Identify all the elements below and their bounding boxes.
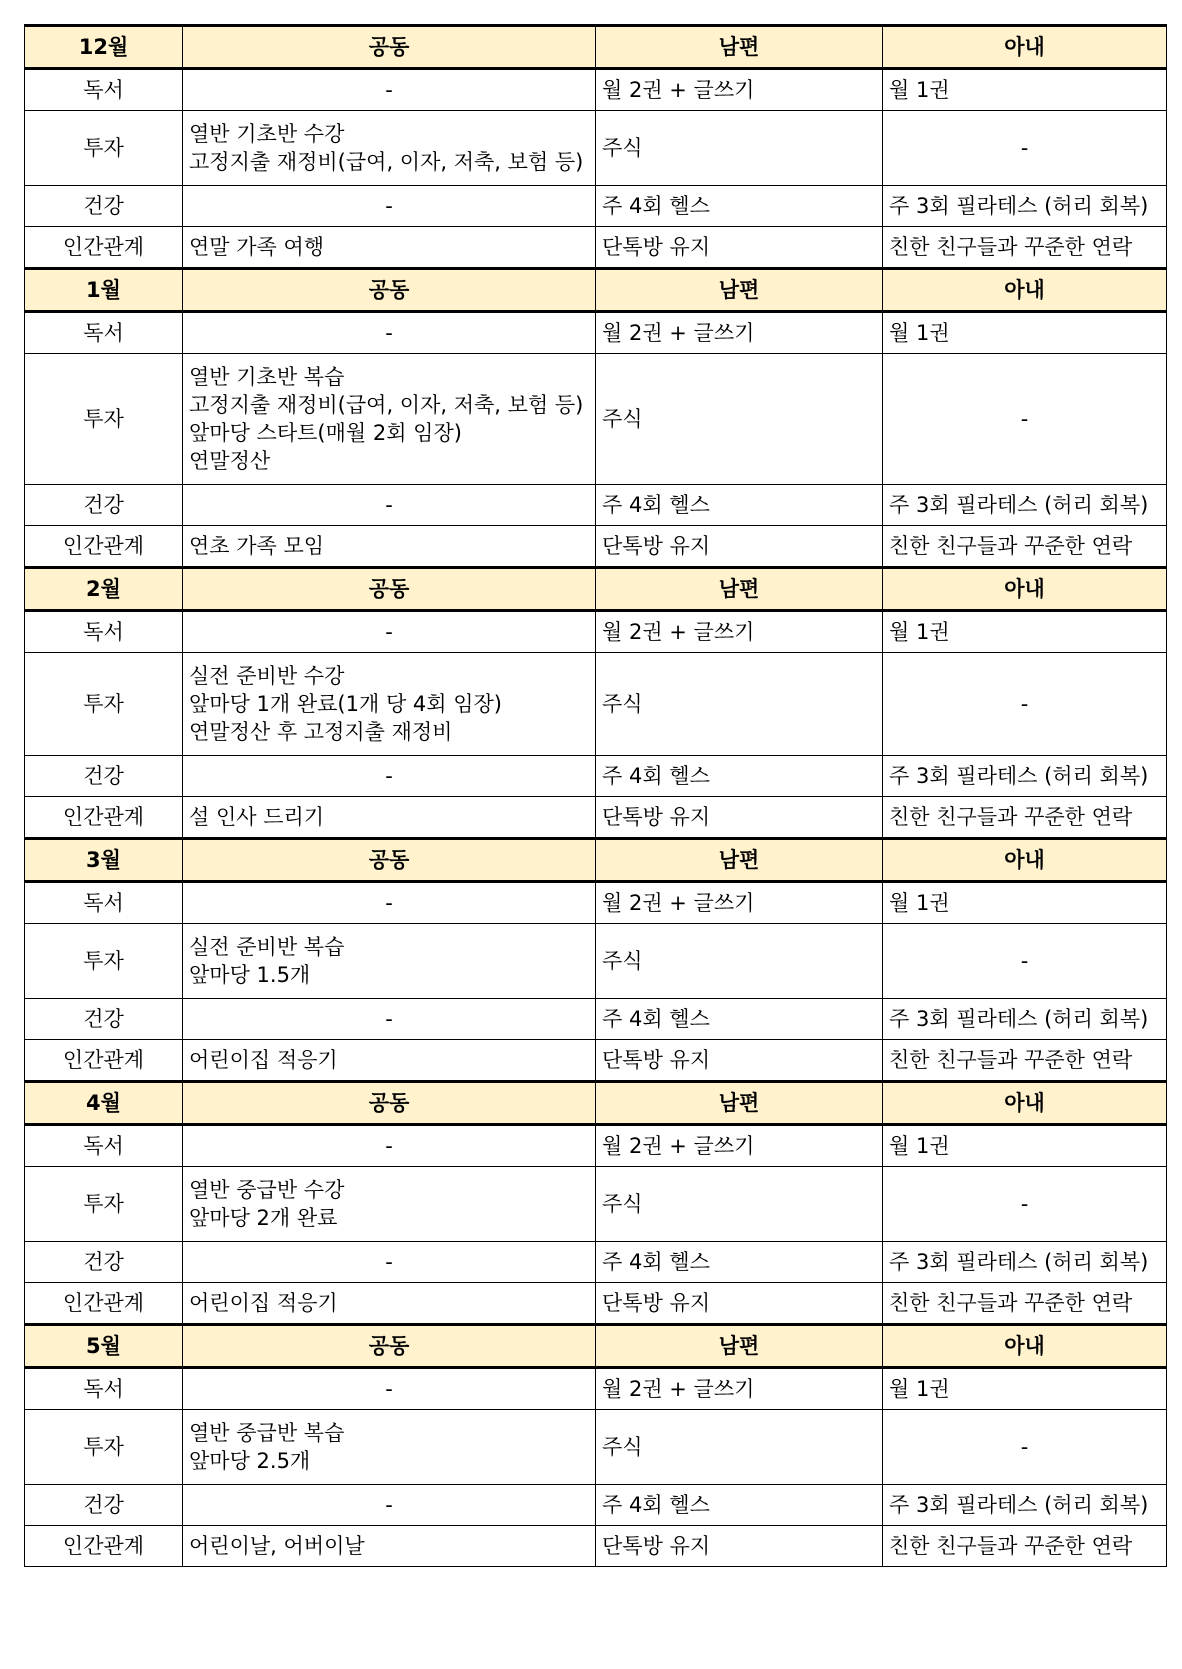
common-cell — [183, 797, 596, 839]
header-wife: 아내 — [883, 839, 1167, 882]
common-cell — [183, 1242, 596, 1283]
common-line: - — [385, 891, 393, 915]
category-cell: 투자 — [25, 354, 183, 485]
table-row — [25, 526, 1167, 568]
category-cell: 독서 — [25, 1125, 183, 1167]
month-label: 2월 — [25, 568, 183, 611]
table-row — [25, 227, 1167, 269]
common-line: 어린이집 적응기 — [189, 1291, 338, 1315]
wife-cell: - — [883, 111, 1167, 186]
husband-cell: 주식 — [596, 924, 883, 999]
common-cell — [183, 227, 596, 269]
table-row — [25, 756, 1167, 797]
husband-cell: 주 4회 헬스 — [596, 485, 883, 526]
common-line: - — [385, 1493, 393, 1517]
table-row — [25, 69, 1167, 111]
table-row — [25, 111, 1167, 186]
common-cell — [183, 1040, 596, 1082]
header-wife: 아내 — [883, 1082, 1167, 1125]
month-header-row — [25, 1082, 1167, 1125]
wife-cell: 주 3회 필라테스 (허리 회복) — [883, 999, 1167, 1040]
husband-cell: 단톡방 유지 — [596, 797, 883, 839]
table-row — [25, 1242, 1167, 1283]
wife-cell: 월 1권 — [883, 312, 1167, 354]
wife-cell: - — [883, 1167, 1167, 1242]
category-cell: 투자 — [25, 1410, 183, 1485]
wife-cell: 월 1권 — [883, 611, 1167, 653]
table-row — [25, 1526, 1167, 1567]
month-header-row — [25, 1325, 1167, 1368]
wife-cell: 월 1권 — [883, 1368, 1167, 1410]
common-cell — [183, 186, 596, 227]
month-label: 4월 — [25, 1082, 183, 1125]
common-cell — [183, 1125, 596, 1167]
category-cell: 인간관계 — [25, 526, 183, 568]
category-cell: 독서 — [25, 882, 183, 924]
common-cell — [183, 1368, 596, 1410]
common-line: - — [385, 493, 393, 517]
common-cell — [183, 485, 596, 526]
header-wife: 아내 — [883, 568, 1167, 611]
common-cell — [183, 111, 596, 186]
table-row — [25, 1368, 1167, 1410]
common-line: 앞마당 2.5개 — [189, 1449, 311, 1473]
header-husband: 남편 — [596, 1325, 883, 1368]
common-line: - — [385, 1250, 393, 1274]
common-line: 어린이집 적응기 — [189, 1048, 338, 1072]
wife-cell: 친한 친구들과 꾸준한 연락 — [883, 797, 1167, 839]
category-cell: 인간관계 — [25, 1526, 183, 1567]
category-cell: 투자 — [25, 111, 183, 186]
common-cell — [183, 1485, 596, 1526]
header-common: 공동 — [183, 839, 596, 882]
month-label: 12월 — [25, 26, 183, 69]
wife-cell: 주 3회 필라테스 (허리 회복) — [883, 1485, 1167, 1526]
table-row — [25, 611, 1167, 653]
husband-cell: 단톡방 유지 — [596, 526, 883, 568]
wife-cell: 주 3회 필라테스 (허리 회복) — [883, 485, 1167, 526]
husband-cell: 월 2권 + 글쓰기 — [596, 69, 883, 111]
husband-cell: 주 4회 헬스 — [596, 1485, 883, 1526]
common-line: 앞마당 2개 완료 — [189, 1206, 338, 1230]
table-row — [25, 354, 1167, 485]
table-row — [25, 653, 1167, 756]
common-line: - — [385, 1134, 393, 1158]
table-row — [25, 1485, 1167, 1526]
husband-cell: 월 2권 + 글쓰기 — [596, 611, 883, 653]
common-line: 앞마당 1개 완료(1개 당 4회 임장) — [189, 692, 502, 716]
table-row — [25, 924, 1167, 999]
table-row — [25, 485, 1167, 526]
common-cell — [183, 526, 596, 568]
wife-cell: - — [883, 924, 1167, 999]
month-label: 1월 — [25, 269, 183, 312]
header-common: 공동 — [183, 568, 596, 611]
common-cell — [183, 924, 596, 999]
category-cell: 투자 — [25, 924, 183, 999]
common-cell — [183, 354, 596, 485]
common-line: 연말정산 후 고정지출 재정비 — [189, 720, 453, 744]
common-line: 앞마당 스타트(매월 2회 임장) — [189, 421, 462, 445]
common-line: 열반 중급반 수강 — [189, 1178, 345, 1202]
husband-cell: 월 2권 + 글쓰기 — [596, 1125, 883, 1167]
month-header-row — [25, 568, 1167, 611]
table-row — [25, 186, 1167, 227]
common-line: 고정지출 재정비(급여, 이자, 저축, 보험 등) — [189, 393, 584, 417]
husband-cell: 주식 — [596, 1167, 883, 1242]
husband-cell: 주식 — [596, 111, 883, 186]
common-cell — [183, 756, 596, 797]
header-common: 공동 — [183, 1082, 596, 1125]
plan-table-body — [25, 26, 1167, 1567]
table-row — [25, 1040, 1167, 1082]
table-row — [25, 1125, 1167, 1167]
category-cell: 인간관계 — [25, 227, 183, 269]
category-cell: 독서 — [25, 312, 183, 354]
wife-cell: 주 3회 필라테스 (허리 회복) — [883, 1242, 1167, 1283]
husband-cell: 주 4회 헬스 — [596, 756, 883, 797]
common-cell — [183, 1167, 596, 1242]
wife-cell: - — [883, 653, 1167, 756]
common-line: 앞마당 1.5개 — [189, 963, 311, 987]
category-cell: 독서 — [25, 1368, 183, 1410]
month-header-row — [25, 839, 1167, 882]
month-header-row — [25, 269, 1167, 312]
common-line: - — [385, 620, 393, 644]
category-cell: 건강 — [25, 1242, 183, 1283]
husband-cell: 월 2권 + 글쓰기 — [596, 882, 883, 924]
header-common: 공동 — [183, 269, 596, 312]
husband-cell: 월 2권 + 글쓰기 — [596, 312, 883, 354]
wife-cell: 친한 친구들과 꾸준한 연락 — [883, 227, 1167, 269]
month-label: 5월 — [25, 1325, 183, 1368]
common-cell — [183, 1526, 596, 1567]
common-line: 실전 준비반 복습 — [189, 935, 345, 959]
table-row — [25, 312, 1167, 354]
header-husband: 남편 — [596, 839, 883, 882]
common-line: - — [385, 764, 393, 788]
husband-cell: 주 4회 헬스 — [596, 1242, 883, 1283]
common-line: 열반 기초반 복습 — [189, 365, 345, 389]
common-cell — [183, 653, 596, 756]
category-cell: 인간관계 — [25, 1040, 183, 1082]
common-line: 설 인사 드리기 — [189, 805, 325, 829]
category-cell: 투자 — [25, 653, 183, 756]
wife-cell: 친한 친구들과 꾸준한 연락 — [883, 1040, 1167, 1082]
common-cell — [183, 69, 596, 111]
common-cell — [183, 312, 596, 354]
husband-cell: 주 4회 헬스 — [596, 999, 883, 1040]
header-common: 공동 — [183, 26, 596, 69]
common-cell — [183, 611, 596, 653]
common-line: - — [385, 1007, 393, 1031]
category-cell: 독서 — [25, 611, 183, 653]
common-line: 어린이날, 어버이날 — [189, 1534, 365, 1558]
common-line: - — [385, 321, 393, 345]
table-row — [25, 882, 1167, 924]
header-common: 공동 — [183, 1325, 596, 1368]
table-row — [25, 1283, 1167, 1325]
common-line: - — [385, 1377, 393, 1401]
header-wife: 아내 — [883, 1325, 1167, 1368]
wife-cell: 친한 친구들과 꾸준한 연락 — [883, 1526, 1167, 1567]
husband-cell: 주 4회 헬스 — [596, 186, 883, 227]
header-wife: 아내 — [883, 269, 1167, 312]
husband-cell: 주식 — [596, 354, 883, 485]
husband-cell: 주식 — [596, 1410, 883, 1485]
category-cell: 건강 — [25, 186, 183, 227]
header-husband: 남편 — [596, 269, 883, 312]
husband-cell: 월 2권 + 글쓰기 — [596, 1368, 883, 1410]
common-line: 실전 준비반 수강 — [189, 664, 345, 688]
header-wife: 아내 — [883, 26, 1167, 69]
table-row — [25, 1410, 1167, 1485]
wife-cell: 친한 친구들과 꾸준한 연락 — [883, 1283, 1167, 1325]
wife-cell: 주 3회 필라테스 (허리 회복) — [883, 186, 1167, 227]
husband-cell: 단톡방 유지 — [596, 1040, 883, 1082]
header-husband: 남편 — [596, 1082, 883, 1125]
month-header-row — [25, 26, 1167, 69]
table-row — [25, 797, 1167, 839]
husband-cell: 주식 — [596, 653, 883, 756]
table-row — [25, 1167, 1167, 1242]
monthly-plan-table — [24, 24, 1167, 1567]
category-cell: 건강 — [25, 485, 183, 526]
category-cell: 투자 — [25, 1167, 183, 1242]
table-row — [25, 999, 1167, 1040]
category-cell: 독서 — [25, 69, 183, 111]
wife-cell: 월 1권 — [883, 1125, 1167, 1167]
wife-cell: - — [883, 1410, 1167, 1485]
common-line: - — [385, 78, 393, 102]
header-husband: 남편 — [596, 26, 883, 69]
category-cell: 건강 — [25, 999, 183, 1040]
wife-cell: 월 1권 — [883, 882, 1167, 924]
common-line: 연말정산 — [189, 449, 271, 473]
common-cell — [183, 882, 596, 924]
category-cell: 건강 — [25, 1485, 183, 1526]
wife-cell: 친한 친구들과 꾸준한 연락 — [883, 526, 1167, 568]
common-cell — [183, 1410, 596, 1485]
wife-cell: 주 3회 필라테스 (허리 회복) — [883, 756, 1167, 797]
common-cell — [183, 1283, 596, 1325]
wife-cell: 월 1권 — [883, 69, 1167, 111]
common-line: 연말 가족 여행 — [189, 235, 325, 259]
month-label: 3월 — [25, 839, 183, 882]
common-line: 연초 가족 모임 — [189, 534, 325, 558]
wife-cell: - — [883, 354, 1167, 485]
common-line: - — [385, 194, 393, 218]
common-line: 열반 기초반 수강 — [189, 122, 345, 146]
header-husband: 남편 — [596, 568, 883, 611]
husband-cell: 단톡방 유지 — [596, 1283, 883, 1325]
husband-cell: 단톡방 유지 — [596, 227, 883, 269]
category-cell: 건강 — [25, 756, 183, 797]
category-cell: 인간관계 — [25, 797, 183, 839]
common-line: 고정지출 재정비(급여, 이자, 저축, 보험 등) — [189, 150, 584, 174]
common-cell — [183, 999, 596, 1040]
category-cell: 인간관계 — [25, 1283, 183, 1325]
common-line: 열반 중급반 복습 — [189, 1421, 345, 1445]
husband-cell: 단톡방 유지 — [596, 1526, 883, 1567]
